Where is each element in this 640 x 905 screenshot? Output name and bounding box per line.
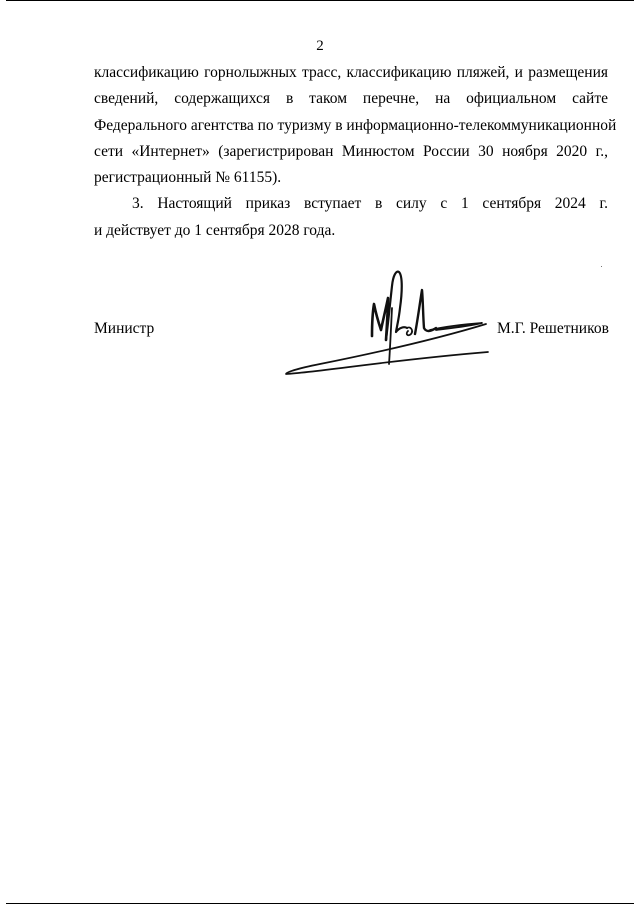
page-number: 2 xyxy=(316,38,324,54)
text-line: и действует до 1 сентября 2028 года. xyxy=(94,221,336,239)
document-body xyxy=(94,60,617,244)
text-line: сети «Интернет» (зарегистрирован Минюстом России 30 ноября 2020 г., xyxy=(94,142,608,160)
page-bottom-edge xyxy=(6,903,634,904)
text-line: сведений, содержащихся в таком перечне, на официальном сайте xyxy=(94,90,608,108)
paragraph-item-3 xyxy=(94,191,608,244)
text-line: классификацию горнолыжных трасс, классификацию пляжей, и размещения xyxy=(94,64,608,81)
paragraph-continuation xyxy=(94,60,617,191)
page-top-edge xyxy=(6,0,634,1)
text-line: Федерального агентства по туризму в информационно-телекоммуникационной xyxy=(94,116,617,134)
scan-speck xyxy=(601,266,602,267)
signatory-name: М.Г. Решетников xyxy=(497,320,609,337)
handwritten-signature xyxy=(280,268,500,380)
text-line: 3. Настоящий приказ вступает в силу с 1 сентября 2024 г. xyxy=(132,195,608,213)
text-line: регистрационный № 61155). xyxy=(94,169,282,187)
signatory-title: Министр xyxy=(94,320,155,337)
